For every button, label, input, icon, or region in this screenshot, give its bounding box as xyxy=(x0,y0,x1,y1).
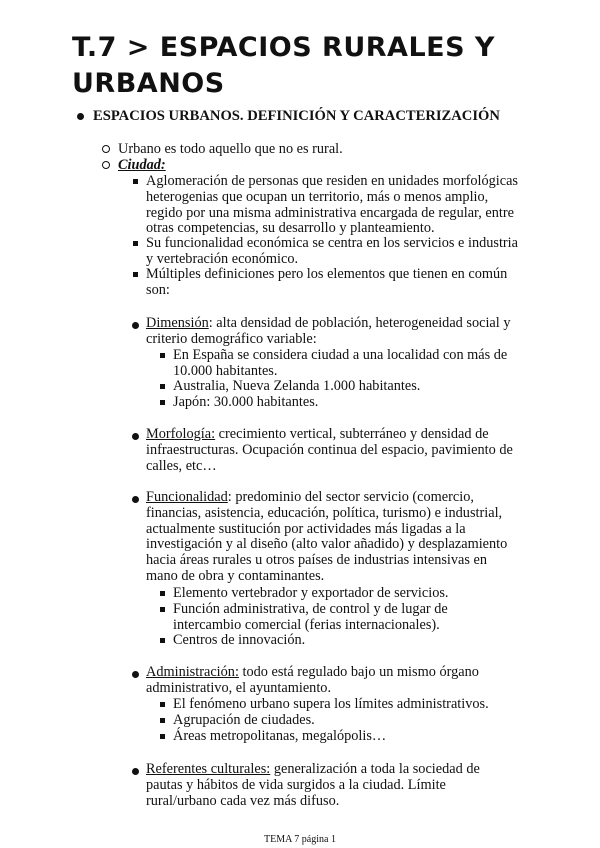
dimension-paragraph xyxy=(146,316,518,348)
bullet-icon xyxy=(132,768,139,775)
bullet-icon xyxy=(132,433,139,440)
square-bullet-icon xyxy=(160,718,165,723)
square-bullet-icon xyxy=(160,702,165,707)
administracion-item: Agrupación de ciudades. xyxy=(173,712,315,728)
referentes-label: Referentes culturales: xyxy=(146,761,271,777)
bullet-icon xyxy=(77,113,84,120)
ciudad-point: Su funcionalidad económica se centra en los servicios e industria y vertebración económico. xyxy=(146,235,518,267)
referentes-paragraph xyxy=(146,762,518,809)
intro-text: Urbano es todo aquello que no es rural. xyxy=(118,141,343,157)
funcionalidad-item: Centros de innovación. xyxy=(173,632,306,648)
square-bullet-icon xyxy=(133,179,138,184)
square-bullet-icon xyxy=(160,400,165,405)
page-footer: TEMA 7 página 1 xyxy=(264,834,336,845)
dimension-item: Australia, Nueva Zelanda 1.000 habitantes. xyxy=(173,378,421,394)
square-bullet-icon xyxy=(160,353,165,358)
administracion-item: El fenómeno urbano supera los límites administrativos. xyxy=(173,696,489,712)
morfologia-paragraph xyxy=(146,427,518,474)
ciudad-point: Aglomeración de personas que residen en unidades morfológicas heterogenias que ocupan un territorio, más o menos amplio, regido por una misma administrativa encargada de regular, entre otras competencias, su desarrollo y planteamiento. xyxy=(146,173,518,237)
referentes-text: generalización a toda la sociedad de pautas y hábitos de vida surgidos a la ciudad. Límite rural/urbano cada vez más difuso. xyxy=(146,761,480,809)
square-bullet-icon xyxy=(133,241,138,246)
administracion-paragraph xyxy=(146,665,518,697)
square-bullet-icon xyxy=(160,638,165,643)
bullet-icon xyxy=(132,322,139,329)
administracion-label: Administración: xyxy=(146,664,239,680)
circle-bullet-icon xyxy=(102,145,110,153)
ciudad-point: Múltiples definiciones pero los elementos que tienen en común son: xyxy=(146,266,508,298)
funcionalidad-text: : predominio del sector servicio (comercio, financias, asistencia, educación, política, turismo) e industrial, actualmente sustitución por actividades más ligadas a la investigación y al diseño (alto valor añadido) y desplazamiento hacia áreas rurales u otros países de industrias intensivas en mano de obra y contaminantes. xyxy=(146,489,508,584)
administracion-text: todo está regulado bajo un mismo órgano administrativo, el ayuntamiento. xyxy=(146,664,479,696)
circle-bullet-icon xyxy=(102,161,110,169)
square-bullet-icon xyxy=(160,734,165,739)
bullet-icon xyxy=(132,496,139,503)
funcionalidad-item: Función administrativa, de control y de lugar de intercambio comercial (ferias internacionales). xyxy=(173,601,448,633)
morfologia-label: Morfología: xyxy=(146,426,216,442)
section-heading: ESPACIOS URBANOS. DEFINICIÓN Y CARACTERIZACIÓN xyxy=(93,108,500,124)
bullet-icon xyxy=(132,671,139,678)
funcionalidad-paragraph xyxy=(146,490,518,585)
morfologia-text: crecimiento vertical, subterráneo y densidad de infraestructuras. Ocupación continua del espacio, pavimiento de calles, etc… xyxy=(146,426,513,474)
dimension-label: Dimensión xyxy=(146,315,209,331)
square-bullet-icon xyxy=(160,591,165,596)
square-bullet-icon xyxy=(160,384,165,389)
administracion-item: Áreas metropolitanas, megalópolis… xyxy=(173,728,387,744)
funcionalidad-label: Funcionalidad xyxy=(146,489,228,505)
dimension-text: : alta densidad de población, heterogeneidad social y criterio demográfico variable: xyxy=(146,315,511,347)
page-title: T.7 > ESPACIOS RURALES Y URBANOS xyxy=(72,32,495,99)
dimension-item: Japón: 30.000 habitantes. xyxy=(173,394,319,410)
ciudad-label: Ciudad: xyxy=(118,157,166,173)
square-bullet-icon xyxy=(160,607,165,612)
funcionalidad-item: Elemento vertebrador y exportador de servicios. xyxy=(173,585,449,601)
square-bullet-icon xyxy=(133,272,138,277)
dimension-item: En España se considera ciudad a una localidad con más de 10.000 habitantes. xyxy=(173,347,508,379)
